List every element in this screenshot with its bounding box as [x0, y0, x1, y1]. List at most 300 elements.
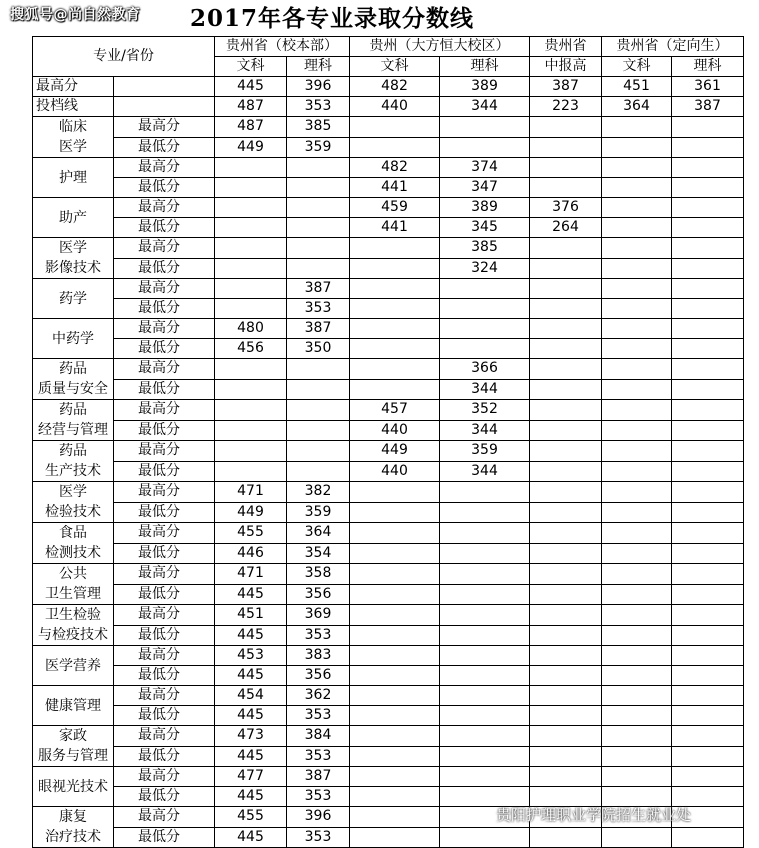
score-cell	[440, 746, 530, 767]
score-cell: 445	[215, 666, 287, 686]
score-cell	[602, 523, 672, 544]
score-cell	[530, 543, 602, 564]
watermark-bottom	[472, 804, 691, 825]
score-cell	[602, 726, 672, 747]
score-cell	[440, 117, 530, 138]
score-cell	[440, 726, 530, 747]
score-cell	[530, 827, 602, 848]
score-cell	[287, 359, 350, 380]
score-cell: 359	[287, 502, 350, 523]
score-cell	[530, 400, 602, 421]
score-cell	[530, 666, 602, 686]
major-name-cell	[33, 646, 114, 686]
score-cell	[440, 339, 530, 359]
score-cell	[672, 400, 744, 421]
score-cell	[672, 178, 744, 198]
score-cell	[440, 299, 530, 319]
table-row	[33, 543, 744, 564]
score-cell	[350, 137, 440, 158]
score-cell: 384	[287, 726, 350, 747]
score-cell: 344	[440, 420, 530, 441]
score-cell	[602, 117, 672, 138]
score-cell	[350, 625, 440, 646]
watermark-bottom-text: 贵阳护理职业学院招生就业处	[496, 806, 692, 824]
summary-row	[33, 77, 744, 97]
score-cell	[350, 706, 440, 726]
score-cell	[440, 564, 530, 585]
score-cell	[350, 605, 440, 626]
major-name: 医学营养	[45, 657, 101, 674]
score-cell	[215, 238, 287, 259]
score-cell	[602, 299, 672, 319]
major-name: 临床 医学	[59, 119, 87, 155]
table-row	[33, 605, 744, 626]
score-cell	[672, 461, 744, 482]
score-cell	[672, 564, 744, 585]
score-cell: 487	[215, 117, 287, 138]
score-cell	[440, 625, 530, 646]
score-cell: 344	[440, 461, 530, 482]
score-cell	[440, 137, 530, 158]
score-cell: 353	[287, 787, 350, 807]
score-cell	[672, 666, 744, 686]
score-cell: 385	[440, 238, 530, 259]
score-cell	[287, 400, 350, 421]
score-kind: 最高分	[114, 646, 215, 666]
score-cell	[440, 605, 530, 626]
major-name-cell	[33, 807, 114, 848]
header-group: 贵州省（定向生）	[602, 37, 744, 57]
score-cell	[287, 461, 350, 482]
score-cell: 374	[440, 158, 530, 178]
score-cell: 449	[350, 441, 440, 462]
score-kind: 最低分	[114, 584, 215, 605]
table-row	[33, 625, 744, 646]
major-name: 健康管理	[45, 697, 101, 714]
score-cell: 455	[215, 807, 287, 828]
score-cell: 445	[215, 787, 287, 807]
score-cell	[440, 523, 530, 544]
score-cell: 356	[287, 584, 350, 605]
score-cell	[350, 339, 440, 359]
score-cell	[530, 726, 602, 747]
score-cell: 344	[440, 97, 530, 117]
major-name-cell	[33, 482, 114, 523]
score-cell: 441	[350, 218, 440, 238]
score-cell	[530, 482, 602, 503]
score-cell	[672, 137, 744, 158]
score-cell: 347	[440, 178, 530, 198]
score-cell	[350, 238, 440, 259]
score-cell: 451	[215, 605, 287, 626]
score-cell	[672, 117, 744, 138]
header-corner: 专业/省份	[33, 37, 215, 77]
score-cell	[602, 646, 672, 666]
score-cell	[350, 564, 440, 585]
score-cell	[530, 605, 602, 626]
score-cell	[215, 279, 287, 299]
score-cell	[602, 137, 672, 158]
table-row	[33, 584, 744, 605]
score-cell	[350, 379, 440, 400]
table-row	[33, 827, 744, 848]
summary-blank	[114, 77, 215, 97]
major-name-cell	[33, 564, 114, 605]
score-cell	[530, 359, 602, 380]
score-kind: 最高分	[114, 807, 215, 828]
summary-label: 最高分	[33, 77, 114, 97]
score-cell	[215, 441, 287, 462]
score-cell: 482	[350, 158, 440, 178]
score-cell: 445	[215, 827, 287, 848]
score-cell	[350, 746, 440, 767]
score-cell: 457	[350, 400, 440, 421]
score-cell	[350, 117, 440, 138]
score-cell	[440, 827, 530, 848]
table-row	[33, 746, 744, 767]
score-cell	[602, 706, 672, 726]
score-cell	[672, 827, 744, 848]
score-cell	[602, 279, 672, 299]
score-cell	[350, 523, 440, 544]
score-cell: 387	[672, 97, 744, 117]
score-cell	[350, 584, 440, 605]
score-cell	[602, 258, 672, 279]
score-cell	[672, 482, 744, 503]
score-cell	[602, 339, 672, 359]
score-cell	[350, 258, 440, 279]
page-title: 2017年各专业录取分数线	[190, 5, 475, 32]
score-cell: 480	[215, 319, 287, 339]
score-cell: 344	[440, 379, 530, 400]
header-sub: 文科	[350, 57, 440, 77]
score-cell: 459	[350, 198, 440, 218]
score-cell	[672, 359, 744, 380]
score-cell	[287, 218, 350, 238]
score-cell	[672, 339, 744, 359]
score-cell: 223	[530, 97, 602, 117]
score-cell	[350, 646, 440, 666]
table-row	[33, 178, 744, 198]
score-cell	[672, 198, 744, 218]
score-cell: 445	[215, 706, 287, 726]
table-row	[33, 646, 744, 666]
table-row	[33, 299, 744, 319]
score-kind: 最低分	[114, 787, 215, 807]
major-name: 医学 检验技术	[45, 484, 101, 520]
score-cell	[530, 178, 602, 198]
score-cell	[672, 258, 744, 279]
score-cell: 345	[440, 218, 530, 238]
score-cell: 445	[215, 625, 287, 646]
score-kind: 最高分	[114, 726, 215, 747]
score-cell	[440, 584, 530, 605]
score-kind: 最低分	[114, 299, 215, 319]
score-kind: 最低分	[114, 379, 215, 400]
score-cell: 387	[287, 279, 350, 299]
wechat-icon	[472, 807, 492, 823]
score-cell	[287, 178, 350, 198]
major-name: 药品 质量与安全	[38, 361, 108, 397]
score-kind: 最低分	[114, 420, 215, 441]
score-cell	[530, 137, 602, 158]
score-cell	[530, 686, 602, 706]
score-cell	[215, 158, 287, 178]
score-cell	[530, 646, 602, 666]
score-cell	[350, 319, 440, 339]
table-row	[33, 726, 744, 747]
score-cell	[530, 767, 602, 787]
score-cell	[602, 359, 672, 380]
score-cell	[350, 787, 440, 807]
score-cell	[602, 319, 672, 339]
score-cell: 358	[287, 564, 350, 585]
score-cell	[530, 279, 602, 299]
header-sub: 理科	[672, 57, 744, 77]
score-cell	[440, 666, 530, 686]
score-cell: 445	[215, 584, 287, 605]
major-name-cell	[33, 238, 114, 279]
score-cell	[602, 543, 672, 564]
score-cell	[350, 359, 440, 380]
score-cell	[672, 319, 744, 339]
score-kind: 最高分	[114, 605, 215, 626]
score-cell	[602, 461, 672, 482]
score-cell: 455	[215, 523, 287, 544]
score-cell	[215, 461, 287, 482]
score-cell	[350, 767, 440, 787]
major-name-cell	[33, 523, 114, 564]
score-cell	[530, 502, 602, 523]
score-cell	[440, 502, 530, 523]
score-cell	[602, 584, 672, 605]
score-cell	[350, 807, 440, 828]
major-name: 护理	[59, 169, 87, 186]
table-row	[33, 279, 744, 299]
table-row	[33, 420, 744, 441]
score-cell	[440, 686, 530, 706]
score-cell: 477	[215, 767, 287, 787]
score-cell	[440, 319, 530, 339]
score-cell	[215, 178, 287, 198]
score-cell	[350, 299, 440, 319]
score-cell	[440, 706, 530, 726]
major-name-cell	[33, 319, 114, 359]
score-cell: 396	[287, 807, 350, 828]
score-kind: 最低分	[114, 625, 215, 646]
table-row	[33, 482, 744, 503]
score-cell	[672, 279, 744, 299]
header-group: 贵州省（校本部）	[215, 37, 350, 57]
score-cell	[672, 218, 744, 238]
score-cell	[215, 420, 287, 441]
score-cell	[287, 258, 350, 279]
score-cell	[287, 158, 350, 178]
score-cell	[350, 726, 440, 747]
score-cell: 471	[215, 482, 287, 503]
score-kind: 最高分	[114, 400, 215, 421]
table-row	[33, 319, 744, 339]
score-cell: 453	[215, 646, 287, 666]
score-cell	[602, 666, 672, 686]
score-cell: 362	[287, 686, 350, 706]
score-cell	[440, 279, 530, 299]
major-name: 药学	[59, 290, 87, 307]
score-kind: 最高分	[114, 279, 215, 299]
table-row	[33, 158, 744, 178]
score-cell	[672, 158, 744, 178]
score-cell	[530, 258, 602, 279]
score-cell	[672, 746, 744, 767]
score-cell: 440	[350, 97, 440, 117]
major-name-cell	[33, 279, 114, 319]
score-cell: 445	[215, 746, 287, 767]
score-cell	[602, 158, 672, 178]
score-cell: 449	[215, 502, 287, 523]
score-cell: 482	[350, 77, 440, 97]
score-cell	[602, 746, 672, 767]
score-kind: 最低分	[114, 502, 215, 523]
major-name: 公共 卫生管理	[45, 566, 101, 602]
major-name: 助产	[59, 209, 87, 226]
score-cell	[350, 482, 440, 503]
major-name-cell	[33, 359, 114, 400]
score-cell: 382	[287, 482, 350, 503]
score-kind: 最低分	[114, 746, 215, 767]
score-cell	[672, 584, 744, 605]
score-cell: 353	[287, 827, 350, 848]
score-cell	[602, 379, 672, 400]
score-cell	[602, 178, 672, 198]
score-cell	[350, 543, 440, 564]
score-cell	[287, 420, 350, 441]
score-cell: 376	[530, 198, 602, 218]
header-group: 贵州（大方恒大校区）	[350, 37, 530, 57]
major-name: 眼视光技术	[38, 778, 108, 795]
score-cell: 359	[440, 441, 530, 462]
score-cell: 361	[672, 77, 744, 97]
summary-row	[33, 97, 744, 117]
score-cell: 440	[350, 461, 440, 482]
score-cell	[602, 625, 672, 646]
score-cell	[672, 686, 744, 706]
major-name-cell	[33, 441, 114, 482]
table-row	[33, 339, 744, 359]
header-sub: 理科	[287, 57, 350, 77]
score-cell: 364	[602, 97, 672, 117]
score-cell	[672, 299, 744, 319]
table-row	[33, 502, 744, 523]
watermark-top: 搜狐号@尚自然教育	[10, 7, 141, 23]
major-name: 家政 服务与管理	[38, 728, 108, 764]
score-kind: 最低分	[114, 137, 215, 158]
score-cell	[530, 117, 602, 138]
score-cell	[530, 523, 602, 544]
score-kind: 最高分	[114, 158, 215, 178]
score-cell	[672, 646, 744, 666]
major-name-cell	[33, 198, 114, 238]
score-kind: 最高分	[114, 319, 215, 339]
score-kind: 最高分	[114, 117, 215, 138]
table-row	[33, 686, 744, 706]
score-cell	[530, 319, 602, 339]
score-cell	[530, 299, 602, 319]
score-kind: 最高分	[114, 359, 215, 380]
score-cell: 446	[215, 543, 287, 564]
major-name-cell	[33, 117, 114, 158]
score-kind: 最低分	[114, 339, 215, 359]
table-row	[33, 238, 744, 259]
score-cell: 396	[287, 77, 350, 97]
score-cell: 356	[287, 666, 350, 686]
score-cell	[602, 198, 672, 218]
score-cell: 487	[215, 97, 287, 117]
score-cell	[350, 827, 440, 848]
score-cell	[672, 441, 744, 462]
score-cell	[287, 238, 350, 259]
score-cell	[530, 461, 602, 482]
table-row	[33, 666, 744, 686]
score-cell	[530, 158, 602, 178]
table-row	[33, 117, 744, 138]
score-cell	[350, 502, 440, 523]
summary-label: 投档线	[33, 97, 114, 117]
score-cell	[672, 726, 744, 747]
score-cell	[440, 482, 530, 503]
score-cell: 440	[350, 420, 440, 441]
score-cell	[530, 564, 602, 585]
major-name: 康复 治疗技术	[45, 809, 101, 845]
score-kind: 最高分	[114, 767, 215, 787]
score-kind: 最高分	[114, 441, 215, 462]
score-kind: 最低分	[114, 666, 215, 686]
score-cell	[530, 746, 602, 767]
score-cell	[602, 827, 672, 848]
score-cell	[530, 625, 602, 646]
score-table	[32, 36, 744, 848]
score-cell: 364	[287, 523, 350, 544]
major-name: 药品 生产技术	[45, 443, 101, 479]
score-kind: 最低分	[114, 827, 215, 848]
major-name: 食品 检测技术	[45, 525, 101, 561]
table-row	[33, 359, 744, 380]
major-name: 医学 影像技术	[45, 240, 101, 276]
score-cell: 350	[287, 339, 350, 359]
score-cell: 366	[440, 359, 530, 380]
major-name-cell	[33, 605, 114, 646]
score-kind: 最高分	[114, 564, 215, 585]
score-cell	[530, 238, 602, 259]
table-row	[33, 400, 744, 421]
major-name-cell	[33, 767, 114, 807]
score-kind: 最低分	[114, 178, 215, 198]
score-cell	[672, 605, 744, 626]
major-name-cell	[33, 400, 114, 441]
score-cell	[602, 441, 672, 462]
score-kind: 最高分	[114, 198, 215, 218]
score-cell	[215, 218, 287, 238]
score-kind: 最高分	[114, 482, 215, 503]
table-row	[33, 441, 744, 462]
score-cell	[530, 584, 602, 605]
score-cell	[602, 400, 672, 421]
score-cell	[215, 400, 287, 421]
score-cell: 471	[215, 564, 287, 585]
header-group: 贵州省	[530, 37, 602, 57]
score-kind: 最低分	[114, 218, 215, 238]
score-cell	[350, 686, 440, 706]
score-cell: 353	[287, 97, 350, 117]
